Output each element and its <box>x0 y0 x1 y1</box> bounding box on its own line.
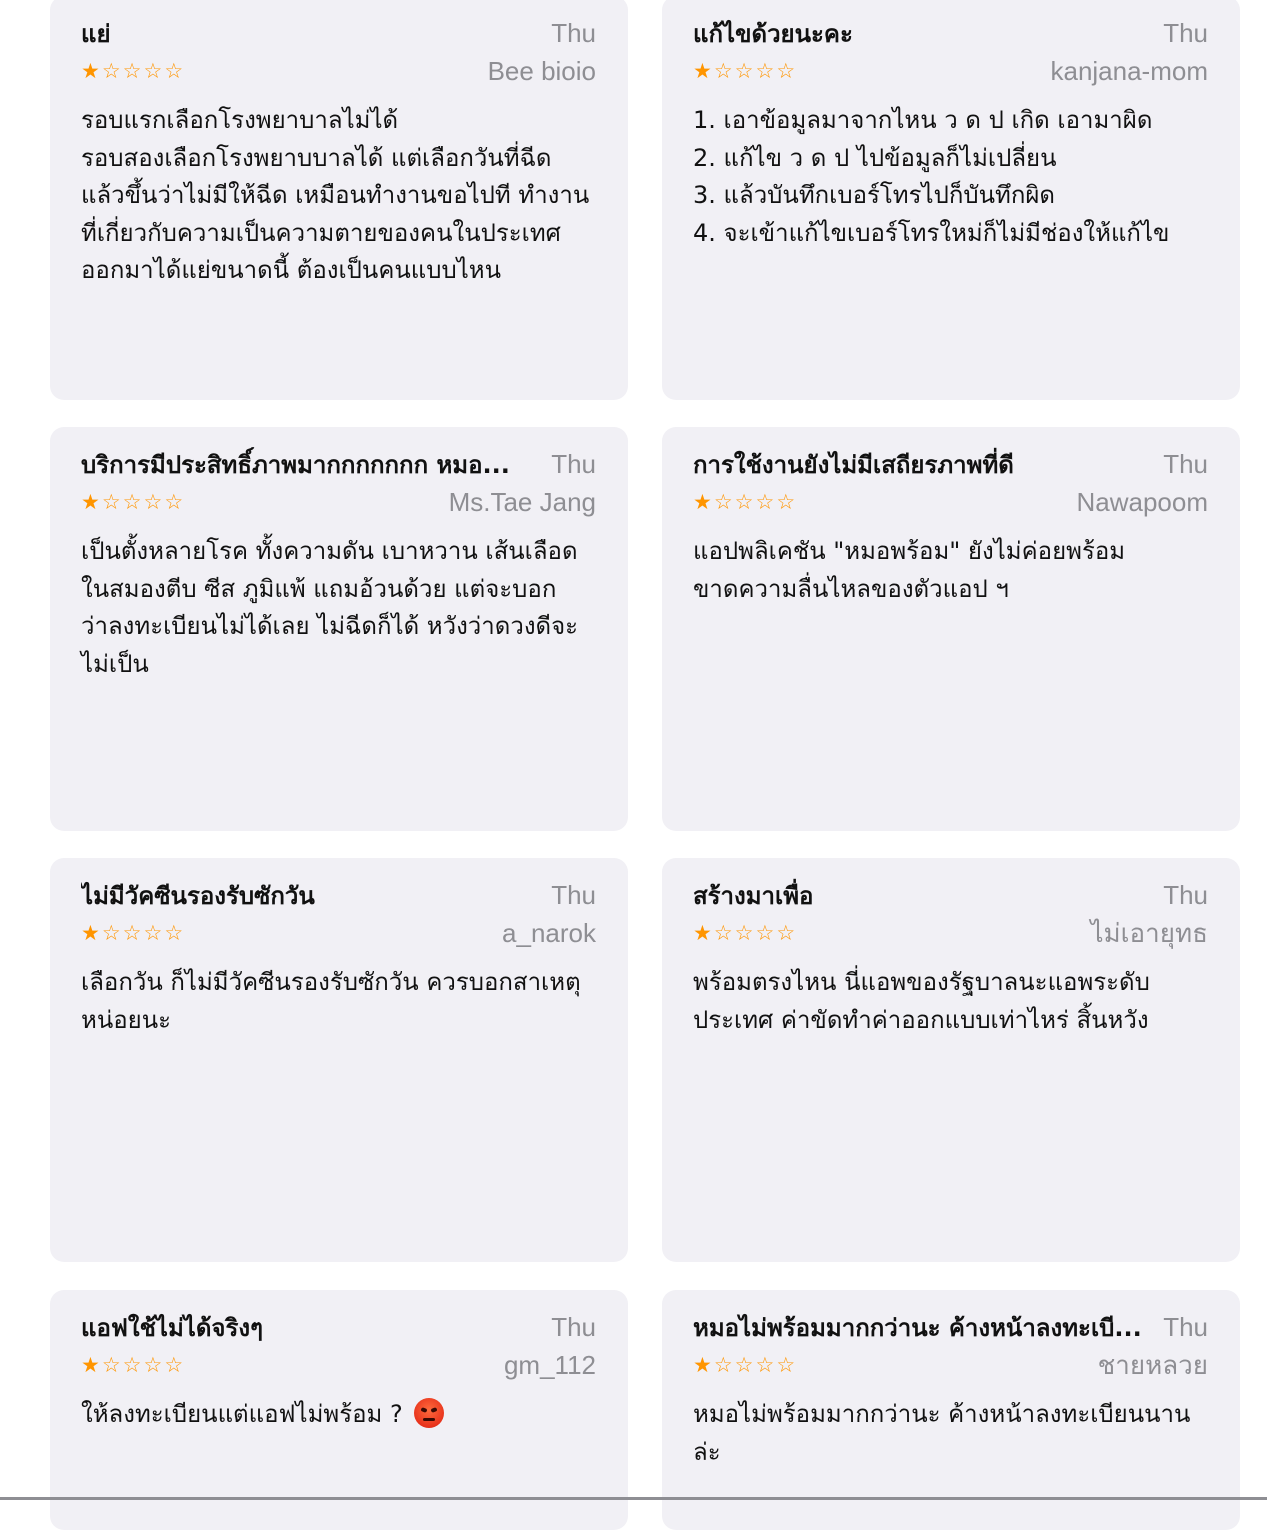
review-title: การใช้งานยังไม่มีเสถียรภาพที่ดี <box>693 451 1014 479</box>
review-body-line: หมอไม่พร้อมมากกว่านะ ค้างหน้าลงทะเบียนนาน <box>693 1400 1191 1428</box>
review-body-line: เป็นตั้งหลายโรค ทั้งความดัน เบาหวาน เส้นเลือด <box>81 537 578 565</box>
review-meta <box>81 483 596 521</box>
star-empty-icon: ☆ <box>713 59 733 83</box>
star-empty-icon: ☆ <box>101 59 121 83</box>
review-meta <box>693 914 1208 952</box>
star-rating <box>693 1346 795 1384</box>
star-empty-icon: ☆ <box>101 490 121 514</box>
review-author: Bee bioio <box>487 56 596 86</box>
review-body-line: ล่ะ <box>693 1437 721 1466</box>
review-body-line: แล้วขึ้นว่าไม่มีให้ฉีด เหมือนทำงานขอไปที ทำงาน <box>81 181 590 209</box>
star-empty-icon: ☆ <box>143 921 163 945</box>
star-empty-icon: ☆ <box>734 490 754 514</box>
star-empty-icon: ☆ <box>755 921 775 945</box>
star-empty-icon: ☆ <box>755 59 775 83</box>
review-body <box>693 964 1208 1039</box>
star-empty-icon: ☆ <box>713 1353 733 1377</box>
review-body-line: 3. แล้วบันทึกเบอร์โทรไปก็บันทึกผิด <box>693 181 1055 209</box>
review-body-line: เลือกวัน ก็ไม่มีวัคซีนรองรับซักวัน ควรบอกสาเหตุ <box>81 968 581 996</box>
star-empty-icon: ☆ <box>164 921 184 945</box>
star-filled-icon: ★ <box>693 1353 712 1377</box>
review-body-line <box>81 1396 596 1434</box>
review-body-line: แอปพลิเคชัน "หมอพร้อม" ยังไม่ค่อยพร้อม <box>693 537 1126 565</box>
review-body <box>81 102 596 290</box>
review-title: แย่ <box>81 20 111 48</box>
review-body-line: ไม่เป็น <box>81 649 149 678</box>
review-date: Thu <box>1163 880 1208 910</box>
star-rating <box>81 52 183 90</box>
review-date: Thu <box>1163 1312 1208 1342</box>
review-body <box>693 102 1208 252</box>
review-header <box>693 14 1208 52</box>
review-date: Thu <box>551 1312 596 1342</box>
review-body-line: รอบสองเลือกโรงพยาบบาลได้ แต่เลือกวันที่ฉีด <box>81 143 552 172</box>
star-rating <box>81 914 183 952</box>
star-empty-icon: ☆ <box>164 59 184 83</box>
review-body-line: ขาดความลื่นไหลของตัวแอป ฯ <box>693 574 1009 603</box>
star-empty-icon: ☆ <box>734 1353 754 1377</box>
review-title: แอฟใช้ไม่ได้จริงๆ <box>81 1314 263 1342</box>
review-meta <box>693 483 1208 521</box>
review-body <box>693 533 1208 608</box>
star-rating <box>81 483 183 521</box>
review-date: Thu <box>1163 18 1208 48</box>
star-empty-icon: ☆ <box>122 921 142 945</box>
star-rating <box>693 52 795 90</box>
review-body <box>81 1396 596 1434</box>
star-empty-icon: ☆ <box>164 1353 184 1377</box>
star-empty-icon: ☆ <box>755 1353 775 1377</box>
review-body-text: ให้ลงทะเบียนแต่แอฟไม่พร้อม ? <box>81 1400 403 1428</box>
review-title: บริการมีประสิทธิ์ภาพมากกกกกกก หมอ... <box>81 451 510 479</box>
star-empty-icon: ☆ <box>143 1353 163 1377</box>
review-card[interactable] <box>662 0 1240 400</box>
review-header <box>81 14 596 52</box>
review-date: Thu <box>551 18 596 48</box>
review-author: ไม่เอายุทธ <box>1090 918 1208 948</box>
star-empty-icon: ☆ <box>101 1353 121 1377</box>
angry-face-icon <box>414 1398 444 1428</box>
review-date: Thu <box>551 449 596 479</box>
star-filled-icon: ★ <box>81 1353 100 1377</box>
review-author: a_narok <box>502 918 596 948</box>
review-title: สร้างมาเพื่อ <box>693 882 814 910</box>
review-header <box>81 445 596 483</box>
review-card[interactable] <box>50 1290 628 1530</box>
review-meta <box>81 914 596 952</box>
star-empty-icon: ☆ <box>713 490 733 514</box>
review-body-line: ที่เกี่ยวกับความเป็นความตายของคนในประเทศ <box>81 218 561 247</box>
review-card[interactable] <box>662 1290 1240 1530</box>
review-author: kanjana-mom <box>1050 56 1208 86</box>
review-body-line: ประเทศ ค่าขัดทำค่าออกแบบเท่าไหร่ สิ้นหวัง <box>693 1005 1149 1034</box>
star-filled-icon: ★ <box>81 490 100 514</box>
review-header <box>81 1308 596 1346</box>
star-rating <box>693 483 795 521</box>
star-empty-icon: ☆ <box>143 59 163 83</box>
star-empty-icon: ☆ <box>713 921 733 945</box>
review-author: Ms.Tae Jang <box>448 487 596 517</box>
review-body-line: 1. เอาข้อมูลมาจากไหน ว ด ป เกิด เอามาผิด <box>693 106 1153 134</box>
review-header <box>693 876 1208 914</box>
review-author: Nawapoom <box>1076 487 1208 517</box>
review-body-line: หน่อยนะ <box>81 1005 171 1034</box>
review-title: หมอไม่พร้อมมากกว่านะ ค้างหน้าลงทะเบี... <box>693 1314 1142 1342</box>
star-empty-icon: ☆ <box>734 921 754 945</box>
star-rating <box>693 914 795 952</box>
star-empty-icon: ☆ <box>122 1353 142 1377</box>
review-meta <box>693 1346 1208 1384</box>
review-card[interactable] <box>662 427 1240 831</box>
review-body-line: ว่าลงทะเบียนไม่ได้เลย ไม่ฉีดก็ได้ หวังว่าดวงดีจะ <box>81 612 579 640</box>
star-empty-icon: ☆ <box>101 921 121 945</box>
review-body-line: ออกมาได้แย่ขนาดนี้ ต้องเป็นคนแบบไหน <box>81 256 502 284</box>
star-filled-icon: ★ <box>693 59 712 83</box>
star-filled-icon: ★ <box>693 921 712 945</box>
review-card[interactable] <box>50 427 628 831</box>
review-card[interactable] <box>50 858 628 1262</box>
review-body-line: รอบแรกเลือกโรงพยาบาลไม่ได้ <box>81 106 399 134</box>
review-body <box>81 533 596 683</box>
review-header <box>693 445 1208 483</box>
review-body <box>693 1396 1208 1471</box>
star-rating <box>81 1346 183 1384</box>
review-header <box>693 1308 1208 1346</box>
star-empty-icon: ☆ <box>755 490 775 514</box>
star-empty-icon: ☆ <box>776 1353 796 1377</box>
star-empty-icon: ☆ <box>776 490 796 514</box>
star-empty-icon: ☆ <box>164 490 184 514</box>
star-empty-icon: ☆ <box>776 59 796 83</box>
review-header <box>81 876 596 914</box>
star-empty-icon: ☆ <box>122 490 142 514</box>
star-filled-icon: ★ <box>81 59 100 83</box>
review-body-line: 2. แก้ไข ว ด ป ไปข้อมูลก็ไม่เปลี่ยน <box>693 143 1057 172</box>
review-body-line: ในสมองตีบ ซีส ภูมิแพ้ แถมอ้วนด้วย แต่จะบอก <box>81 574 557 603</box>
review-body-line: 4. จะเข้าแก้ไขเบอร์โทรใหม่ก็ไม่มีช่องให้แก้ไข <box>693 218 1170 247</box>
review-title: ไม่มีวัคซีนรองรับซักวัน <box>81 882 315 910</box>
review-meta <box>693 52 1208 90</box>
review-date: Thu <box>551 880 596 910</box>
star-empty-icon: ☆ <box>776 921 796 945</box>
star-empty-icon: ☆ <box>143 490 163 514</box>
review-meta <box>81 52 596 90</box>
review-author: ชายหลวย <box>1097 1350 1208 1380</box>
review-body <box>81 964 596 1039</box>
review-meta <box>81 1346 596 1384</box>
star-empty-icon: ☆ <box>122 59 142 83</box>
star-empty-icon: ☆ <box>734 59 754 83</box>
review-author: gm_112 <box>503 1350 596 1380</box>
review-card[interactable] <box>50 0 628 400</box>
star-filled-icon: ★ <box>81 921 100 945</box>
star-filled-icon: ★ <box>693 490 712 514</box>
review-card[interactable] <box>662 858 1240 1262</box>
review-body-line: พร้อมตรงไหน นี่แอพของรัฐบาลนะแอพระดับ <box>693 968 1150 996</box>
review-date: Thu <box>1163 449 1208 479</box>
review-title: แก้ไขด้วยนะคะ <box>693 20 853 48</box>
